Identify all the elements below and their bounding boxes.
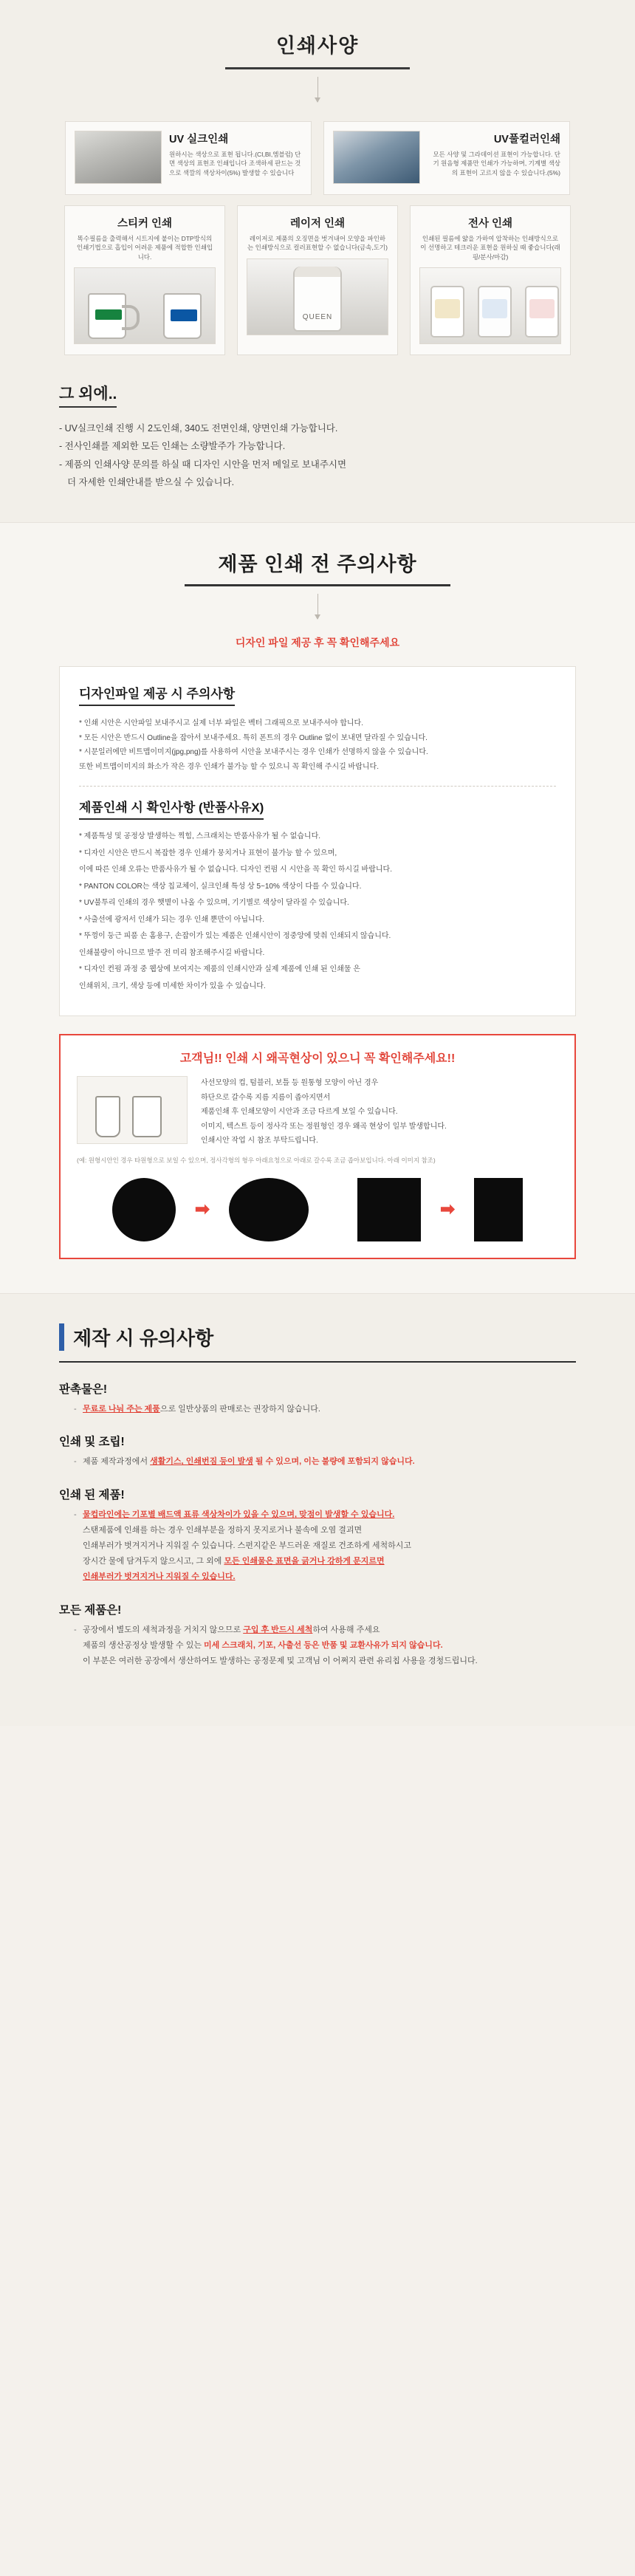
block-line [59,1554,576,1569]
card-head [333,131,560,184]
emphasis-text: 인쇄부러가 벗겨지거나 지워질 수 있습니다. [83,1572,236,1581]
list-item: * 디자인 시안은 반드시 복잡한 경우 인쇄가 뭉치거나 표현이 불가능 할 수 있으며, [79,849,337,857]
ellipse-shape [229,1178,309,1241]
list-item: - 제품의 인쇄사양 문의를 하실 때 디자인 시안을 먼저 메일로 보내주시면 [59,459,347,470]
box-heading: 제품인쇄 시 확인사항 (반품사유X) [79,797,264,820]
block-line [59,1507,576,1523]
card-uv-fullcolor [323,121,570,195]
section-title-wrap [59,1323,576,1351]
note-line: * 시문일러에만 비트맵이미지(jpg,png)를 사용하여 시안을 보내주시는 경우 인쇄가 선명하지 않을 수 있습니다. [79,748,428,757]
circle-shape [112,1178,176,1241]
can-band [482,299,507,318]
title-divider [59,1361,576,1363]
note-block-printing [59,1433,576,1470]
card-uv-silk [65,121,312,195]
card-title: 스티커 인쇄 [117,218,173,230]
straight-cup-shape [132,1096,162,1137]
warning-title: 고객님!! 인쇄 시 왜곡현상이 있으니 꼭 확인해주세요!! [179,1052,456,1066]
print-method-cards-row-2 [0,205,635,355]
square-shape [357,1178,421,1241]
can-shape [478,286,512,338]
emphasis-text: 생활기스, 인쇄번짐 등이 발생 [150,1457,253,1467]
emphasis-text: 무료로 나눠 주는 제품 [83,1404,160,1414]
etc-section [59,382,576,492]
note-line: 또한 비트맵이미지의 화소가 작은 경우 인쇄가 불가능 할 수 있으니 꼭 확인해 주시길 바랍니다. [79,762,379,771]
mug-shape [88,293,126,339]
tapered-cup-shape [95,1096,120,1137]
uv-silk-photo [75,131,162,184]
block-heading: 인쇄 된 제품! [59,1489,125,1502]
divider [79,786,556,787]
card-description: 모든 사양 및 그라데이션 표현이 가능합니다. 단기 원음형 제품만 인쇄가 가능하며, 기계별 색상의 표현이 고르지 않을 수 있습니다.(5%) [433,151,560,177]
transfer-sample-photo [419,267,561,344]
line-text: 장시간 물에 담겨두지 않으시고, 그 외에 [83,1556,224,1566]
tumbler-shape [293,267,342,332]
card-description: 원하시는 색상으로 표현 됩니다.(CI,BI,엠블럼) 단면 색상의 표현조 인쇄입니다 조색하세 판드는 것으로 색깔의 색상차이(5%) 발생할 수 있습니다 [169,151,301,177]
block-line [59,1623,576,1638]
warning-text [201,1076,558,1148]
can-shape [430,286,464,338]
warning-body [77,1076,558,1148]
section-subtitle: 디자인 파일 제공 후 꼭 확인해주세요 [235,637,400,649]
block-heading: 판촉물은! [59,1383,108,1396]
list-item: - UV실크인쇄 진행 시 2도인쇄, 340도 전면인쇄, 양면인쇄 가능합니다. [59,422,338,434]
card-head [419,215,561,261]
laser-sample-photo [247,258,388,335]
block-line: 스탠제품에 인쇄를 하는 경우 인쇄부분을 정하지 못지로거나 불속에 오염 결괴면 [83,1526,363,1535]
note-line: 이미지, 텍스트 등이 정사각 또는 정원형인 경우 왜곡 현상이 일부 발생합니다. [201,1122,447,1131]
sticker-sample-photo [74,267,216,344]
section-precautions [0,522,635,1292]
distortion-examples [77,1178,558,1241]
card-head [74,215,216,261]
line-text: 될 수 있으며, 이는 불량에 포함되지 않습니다. [253,1457,415,1467]
note-block-promotional [59,1380,576,1417]
confirm-list [79,830,556,993]
can-shape [525,286,559,338]
section-title: 제작 시 유의사항 [59,1323,576,1351]
card-title: 전사 인쇄 [467,218,513,230]
design-file-box [59,666,576,1016]
list-item: * PANTON COLOR는 색상 칩교체이, 실크인쇄 특성 상 5~10% 색상이 다를 수 있습니다. [79,882,362,891]
print-method-cards-row-1 [0,121,635,195]
line-text: 하여 사용해 주세요 [312,1625,380,1634]
warning-footnote: (예: 원형시안인 경우 타원형으로 보일 수 있으며, 정사각형의 형우 아래요청으로 아래로 갈수록 조금 좁아보입니다. 아래 이미지 참조) [77,1156,436,1164]
card-transfer [410,205,571,355]
card-description: 인쇄된 필름에 얇을 가하여 압착하는 인쇄방식으로 이 선명하고 테크러운 표현을 원하실 때 좋습니다(래핑/분사/마감) [420,235,560,261]
note-line: 하단으로 갈수록 지름 지름이 좁아지면서 [201,1093,331,1102]
line-text: 제품 제작과정에서 [83,1457,151,1467]
rectangle-shape [474,1178,523,1241]
section-title: 제품 인쇄 전 주의사항 [218,553,417,576]
note-block-printed-product [59,1486,576,1584]
note-line: 인쇄시안 작업 시 참조 부탁드립니다. [201,1137,318,1145]
section-production-notes [0,1293,635,1727]
tumbler-cap [295,267,340,277]
list-item: * 뚜껑이 둥근 피품 손 홈용구, 손잡이가 있는 제품은 인쇄시안이 정중앙에 맞춰 인쇄되지 않습니다. [79,932,391,941]
mug-logo [95,309,122,320]
list-item: * 디자인 컨펌 과정 중 웹상에 보여지는 제품의 인쇄시안과 실제 제품에 인쇄 된 인쇄물 은 [79,965,360,974]
line-text: 공장에서 별도의 세척과정을 거치지 않으므로 [83,1625,244,1634]
card-head [247,215,388,253]
emphasis-text: 구입 후 반드시 세척 [243,1625,313,1634]
card-title: UV 실크인쇄 [169,134,229,145]
note-block-all-products [59,1601,576,1669]
block-heading: 모든 제품은! [59,1603,122,1617]
mug-shape [163,293,202,339]
box-heading: 디자인파일 제공 시 주의사항 [79,683,235,706]
note-line: 사선모양의 컵, 텀블러, 보틀 등 원통형 모양이 아닌 경우 [201,1079,379,1088]
list-item: 이에 따른 인쇄 오류는 반품사유가 될 수 없습니다. 디자인 컨펌 시 시안을 꼭 확인 하시길 바랍니다. [79,866,392,874]
arrow-right-icon: ➡ [440,1199,456,1220]
emphasis-text: 물컵라인에는 기포별 배드액 표류 색상차이가 있을 수 있으며, 맞점이 발생할 수 있습니다. [83,1510,395,1520]
card-title: UV풀컬러인쇄 [493,134,560,145]
emphasis-text: 모든 인쇄물은 표면을 긁거나 강하게 문지르면 [224,1556,385,1566]
list-item: * 제품특성 및 공정상 발생하는 찍힘, 스크래치는 반품사유가 될 수 없습니다. [79,832,321,841]
note-line: * 모든 시안은 반드시 Outline을 잡아서 보내주세요. 특히 폰트의 경우 Outline 없이 보내면 달라질 수 있습니다. [79,733,428,742]
line-text: 제품의 생산공정상 발생할 수 있는 [83,1640,205,1650]
list-item: 인쇄위치, 크기, 색상 등에 미세한 차이가 있을 수 있습니다. [79,982,266,990]
can-band [435,299,460,318]
card-sticker [64,205,225,355]
cup-illustration [77,1076,188,1144]
block-heading: 인쇄 및 조립! [59,1436,125,1449]
card-laser [237,205,398,355]
list-item: * 사출선에 광저서 인쇄가 되는 경우 인쇄 뿐만이 아닙니다. [79,915,265,924]
arrow-right-icon: ➡ [194,1199,210,1220]
block-line: 인쇄부러가 벗겨지거나 지워질 수 있습니다. 스펀지같은 부드러운 재질로 건조하게 세척하시고 [83,1541,411,1551]
etc-list [59,419,576,492]
list-item: - 전사인쇄를 제외한 모든 인쇄는 소량발주가 가능합니다. [59,441,286,452]
card-description: 똑수필름을 출력해서 시트지에 붙이는 DTP방식의 인쇄기법으로 흡입이 어려운 제품에 적합한 인쇄입니다. [76,235,213,261]
block-line [59,1569,576,1585]
note-line: * 인쇄 시안은 시안파일 보내주시고 실제 너부 파일은 벡터 그래픽으로 보내주셔야 합니다. [79,719,363,728]
block-line [59,1402,576,1417]
can-band [529,299,555,318]
page-title: 인쇄사양 [275,35,360,57]
list-item: * UV불투리 인쇄의 경우 햇볕이 나올 수 있으며, 기기별로 색상이 달라질 수 있습니다. [79,899,349,908]
title-divider [225,67,410,69]
card-description: 레이저로 제품의 오징면을 벗겨내어 모양을 파인하는 인쇄방식으로 컬러표현할 수 없습니다(금속,도기) [247,235,388,252]
line-text: 으로 일반상품의 판매로는 권장하지 않습니다. [159,1404,320,1414]
list-item: 인쇄불량이 아니므로 발주 전 미리 참조해주시길 바랍니다. [79,948,265,957]
etc-title: 그 외에.. [59,382,117,408]
section-print-spec [0,0,635,522]
list-item: 더 자세한 인쇄안내를 받으실 수 있습니다. [67,477,235,488]
title-divider [185,584,450,586]
note-line: 제품인쇄 후 인쇄모양이 시안과 조금 다르게 보일 수 있습니다. [201,1108,398,1117]
block-line [59,1454,576,1470]
uv-fullcolor-photo [333,131,420,184]
mug-logo [171,309,197,321]
block-line [59,1638,576,1654]
tumbler-engraving: QUEEN [302,312,333,321]
card-title: 레이저 인쇄 [289,218,346,230]
emphasis-text: 미세 스크래치, 기포, 사출선 등은 반품 및 교환사유가 되지 않습니다. [204,1640,443,1650]
distortion-warning-box [59,1034,576,1258]
card-head [75,131,302,184]
block-line: 이 부분은 여러한 공장에서 생산하여도 발생하는 공정문제 및 고객님 이 어쩌지 관련 유리칩 사용을 경청드립니다. [83,1656,478,1665]
